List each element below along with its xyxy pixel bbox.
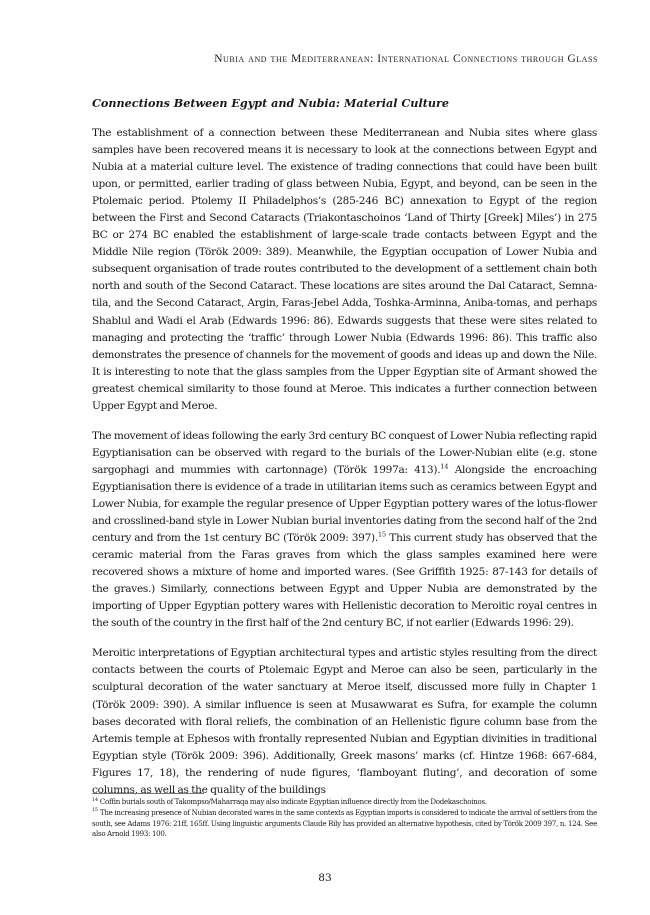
page-number: 83 [318,872,332,884]
footnote-text: Coffin burials south of Takompso/Maharraqa may also indicate Egyptian influence directly from the Dodekaschoinos. [99,797,487,806]
running-header: Nubia and the Mediterranean: International Connections through Glass [214,53,598,65]
footnote-ref-14[interactable]: 14 [440,462,449,471]
footnotes [92,797,597,840]
main-text [92,96,597,812]
footnote-divider [92,793,204,794]
footnote-number: 14 [92,796,98,803]
footnote-ref-15[interactable]: 15 [377,530,387,539]
paragraph-2 [92,428,597,633]
footnote-14 [92,797,597,808]
footnote-text: The increasing presence of Nubian decorated wares in the same contexts as Egyptian imports is considered to indicate the arrival of settlers from the south, see Adams 1976: 21ff, 165ff. Using linguistic arguments Claude Rily has provided an alternative hypothesis, cited by Török 2009 397, n. 124. See also Arnold 1993: 100. [92,807,597,839]
paragraph-2-part-1: The movement of ideas following the early 3rd century BC conquest of Lower Nubia reflecting rapid Egyptianisation can be observed with regard to the burials of the Lower-Nubian elite (e.g. stone sargophagi and mummies with cartonnage) (Török 1997a: 413). [92,429,597,476]
paragraph-1: The establishment of a connection between these Mediterranean and Nubia sites where glass samples have been recovered means it is necessary to look at the connections between Egypt and Nubia at a material culture level. The existence of trading connections that could have been built upon, or permitted, earlier trading of glass between Nubia, Egypt, and beyond, can be seen in the Ptolemaic period. Ptolemy II Philadelphos’s (285-246 BC) annexation to Egypt of the region between the First and Second Cataracts (Triakontaschoinos ‘Land of Thirty [Greek] Miles’) in 275 BC or 274 BC enabled the establishment of large-scale trade contacts between Egypt and the Middle Nile region (Török 2009: 389). Meanwhile, the Egyptian occupation of Lower Nubia and subsequent organisation of trade routes contributed to the development of a settlement chain both north and south of the Second Cataract. These locations are sites around the Dal Cataract, Semna-tila, and the Second Cataract, Argin, Faras-Jebel Adda, Toshka-Arminna, Aniba-tomas, and perhaps Shablul and Wadi el Arab (Edwards 1996: 86). Edwards suggests that these were sites related to managing and protecting the ‘traffic’ through Lower Nubia (Edwards 1996: 86). This traffic also demonstrates the presence of channels for the movement of goods and ideas up and down the Nile. It is interesting to note that the glass samples from the Upper Egyptian site of Armant showed the greatest chemical similarity to those found at Meroe. This indicates a further connection between Upper Egypt and Meroe. [92,127,597,412]
paragraph-2-part-2: Alongside the encroaching Egyptianisation there is evidence of a trade in utilitarian items such as ceramics between Egypt and Lower Nubia, for example the regular presence of Upper Egyptian pottery wares of the lotus-flower and crosslined-band style in Lower Nubian burial inventories dating from the second half of the 2nd century and from the 1st century BC (Török 2009: 397). [92,463,598,545]
section-heading: Connections Between Egypt and Nubia: Material Culture [92,96,450,110]
footnote-number: 15 [92,807,98,814]
paragraph-3: Meroitic interpretations of Egyptian architectural types and artistic styles resulting from the direct contacts between the courts of Ptolemaic Egypt and Meroe can also be seen, particularly in the sculptural decoration of the water sanctuary at Meroe itself, discussed more fully in Chapter 1 (Török 2009: 390). A similar influence is seen at Musawwarat es Sufra, for example the column bases decorated with floral reliefs, the combination of an Hellenistic figure column base from the Artemis temple at Ephesos with frontally represented Nubian and Egyptian divinities in traditional Egyptian style (Török 2009: 396). Additionally, Greek masons’ marks (cf. Hintze 1968: 667-684, Figures 17, 18), the rendering of nude figures, ‘flamboyant fluting’, and decoration of some columns, as well as the quality of the buildings [92,647,597,796]
paragraph-2-part-3: This current study has observed that the ceramic material from the Faras graves from which the glass samples examined here were recovered shows a mixture of home and imported wares. (See Griffith 1925: 87-143 for details of the graves.) Similarly, connections between Egypt and Upper Nubia are demonstrated by the importing of Upper Egyptian pottery wares with Hellenistic decoration to Meroitic royal centres in the south of the country in the first half of the 2nd century BC, if not earlier (Edwards 1996: 29). [92,532,597,630]
footnote-15 [92,808,597,840]
